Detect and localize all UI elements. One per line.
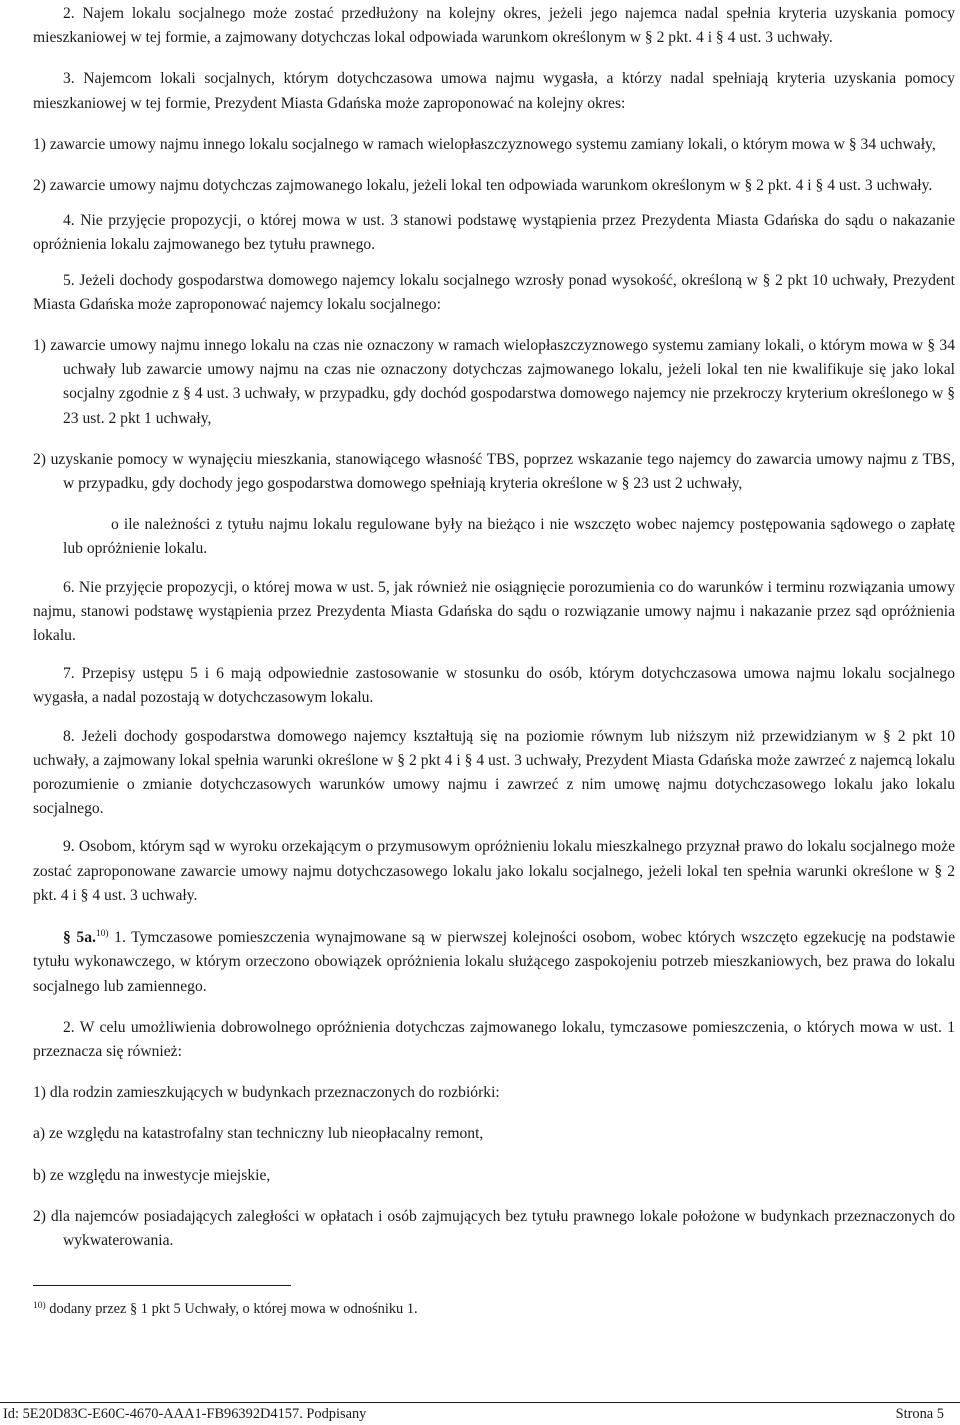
list-item-5-2: 2) uzyskanie pomocy w wynajęciu mieszkania, stanowiącego własność TBS, poprzez wskazanie tego najemcy do zawarcia umowy najmu z TBS, w przypadku, gdy dochody jego gospodarstwa domowego spełniają kryteria określone w § 23 ust 2 uchwały, [33,450,955,493]
footnote-ref[interactable]: 10) [95,929,109,940]
page-footer [0,1402,960,1424]
footnote-divider [33,1285,291,1286]
paragraph-ust-5: 5. Jeżeli dochody gospodarstwa domowego najemcy lokalu socjalnego wzrosły ponad wysokość, określoną w § 2 pkt 10 uchwały, Prezydent Miasta Gdańska może zaproponować najemcy lokalu socjalnego: [33,271,955,313]
paragraph-ust-7: 7. Przepisy ustępu 5 i 6 mają odpowiednie zastosowanie w stosunku do osób, którym dotychczasowa umowa najmu lokalu socjalnego wygasła, a nadal pozostają w dotychczasowym lokalu. [33,665,955,707]
list-item-5a-1-a: a) ze względu na katastrofalny stan techniczny lub nieopłacalny remont, [33,1125,484,1143]
paragraph-ust-6: 6. Nie przyjęcie propozycji, o której mowa w ust. 5, jak również nie osiągnięcie porozumienia co do warunków i terminu rozwiązania umowy najmu, stanowi podstawę wystąpienia przez Prezydenta Miasta Gdańska do sądu o rozwiązanie umowy najmu i nakazanie przez sąd opróżnienia lokalu. [33,578,955,645]
footnote-text: dodany przez § 1 pkt 5 Uchwały, o której mowa w odnośniku 1. [45,1301,418,1317]
document-page [33,0,955,1253]
paragraph-ust-8: 8. Jeżeli dochody gospodarstwa domowego najemcy kształtują się na poziomie równym lub niższym niż przewidzianym w § 2 pkt 10 uchwały, a zajmowany lokal spełnia warunki określone w § 2 pkt 4 i § 4 ust. 3 uchwały, Prezydent Miasta Gdańska może zawrzeć z najemcą lokalu porozumienie o zmianie dotychczasowych warunków umowy najmu i zawrzeć z nim umowę najmu dotychczasowego lokalu jako lokalu socjalnego. [33,727,955,818]
paragraph-ust-4: 4. Nie przyjęcie propozycji, o której mowa w ust. 3 stanowi podstawę wystąpienia przez Prezydenta Miasta Gdańska do sądu o nakazanie opróżnienia lokalu zajmowanego bez tytułu prawnego. [33,212,955,254]
list-item-5a-2: 2) dla najemców posiadających zaległości w opłatach i osób zajmujących bez tytułu prawnego lokale położone w budynkach przeznaczonych do wykwaterowania. [33,1207,955,1249]
paragraph-ust-9: 9. Osobom, którym sąd w wyroku orzekającym o przymusowym opróżnieniu lokalu mieszkalnego przyznał prawo do lokalu socjalnego może zostać zaproponowane zawarcie umowy najmu dotychczasowego lokalu jako lokalu socjalnego, jeżeli lokal ten spełnia warunki określone w § 2 pkt. 4 i § 4 ust. 3 uchwały. [33,838,955,904]
list-item-5a-1-b: b) ze względu na inwestycje miejskie, [33,1166,271,1184]
section-label: § 5a. [63,929,96,947]
paragraph-ust-2: 2. Najem lokalu socjalnego może zostać przedłużony na kolejny okres, jeżeli jego najemca nadal spełnia kryteria uzyskania pomocy mieszkaniowej w tej formie, a zajmowany dotychczas lokal odpowiada warunkom określonym w § 2 pkt. 4 i § 4 ust. 3 uchwały. [33,5,955,47]
section-5a-ust-2: 2. W celu umożliwienia dobrowolnego opróżnienia dotychczas zajmowanego lokalu, tymczasowe pomieszczenia, o których mowa w ust. 1 przeznacza się również: [33,1018,955,1060]
section-5a-text: 1. Tymczasowe pomieszczenia wynajmowane są w pierwszej kolejności osobom, wobec których wszczęto egzekucję na podstawie tytułu wykonawczego, w którym orzeczono obowiązek opróżnienia lokalu służącego zaspokojeniu potrzeb mieszkaniowych, bez prawa do lokalu socjalnego lub zamiennego. [33,929,955,995]
page-number: Strona 5 [895,1406,944,1422]
list-item-5a-1: 1) dla rodzin zamieszkujących w budynkach przeznaczonych do rozbiórki: [33,1084,500,1102]
list-item-3-1: 1) zawarcie umowy najmu innego lokalu socjalnego w ramach wielopłaszczyznowego systemu zamiany lokali, o którym mowa w § 34 uchwały, [33,135,936,153]
condition-note: o ile należności z tytułu najmu lokalu regulowane były na bieżąco i nie wszczęto wobec najemcy postępowania sądowego o zapłatę lub opróżnienie lokalu. [63,516,955,558]
section-5a-ust-1 [33,922,955,999]
footnote [33,1296,418,1319]
list-item-5-1: 1) zawarcie umowy najmu innego lokalu na czas nie oznaczony w ramach wielopłaszczyznowego systemu zamiany lokali, o którym mowa w § 34 uchwały lub zawarcie umowy najmu na czas nie oznaczony dotychczas zajmowanego lokalu, jeżeli lokal ten nie kwalifikuje się jako lokal socjalny zgodnie z § 4 ust. 3 uchwały, w przypadku, gdy dochód gospodarstwa domowego najemcy nie przekroczy kryterium określonego w § 23 ust. 2 pkt 1 uchwały, [33,337,955,427]
list-item-3-2: 2) zawarcie umowy najmu dotychczas zajmowanego lokalu, jeżeli lokal ten odpowiada warunkom określonym w § 2 pkt. 4 i § 4 ust. 3 uchwały. [33,177,933,195]
footnote-marker: 10) [33,1301,46,1311]
document-id: Id: 5E20D83C-E60C-4670-AAA1-FB96392D4157. Podpisany [3,1406,367,1422]
paragraph-ust-3: 3. Najemcom lokali socjalnych, którym dotychczasowa umowa najmu wygasła, a którzy nadal spełniają kryteria uzyskania pomocy mieszkaniowej w tej formie, Prezydent Miasta Gdańska może zaproponować na kolejny okres: [33,70,955,112]
